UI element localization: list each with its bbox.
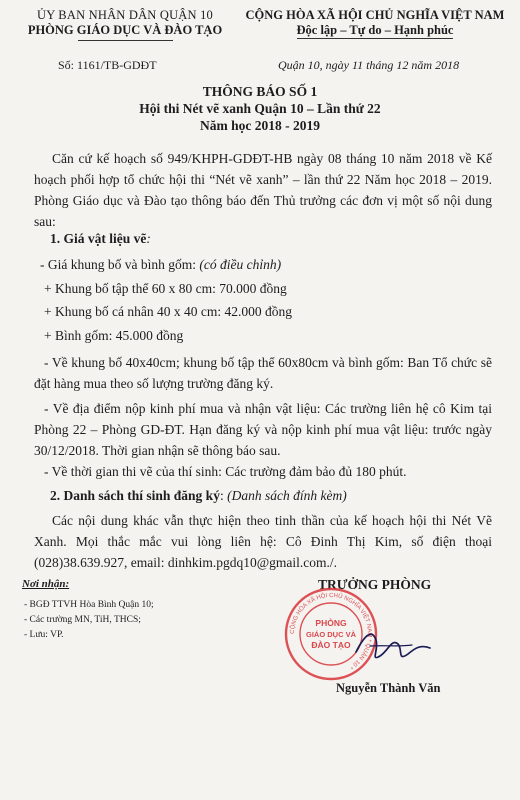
recipient-item: - BGĐ TTVH Hòa Bình Quận 10; [24, 600, 154, 610]
price-intro-text: - Giá khung bố và bình gốm: [40, 257, 200, 272]
signatory-title: TRƯỞNG PHÒNG [318, 577, 432, 592]
handwritten-signature [350, 618, 440, 673]
closing-paragraph: Các nội dung khác vẫn thực hiện theo tinh thần của kế hoạch hội thi Nét Vẽ Xanh. Mọi thắc mắc vui lòng liên hệ: Cô Đinh Thị Kim, số điện thoại (028)38.639.927, email: dinhkim.pgdq10@gmail.com./. [34, 513, 492, 570]
order-paragraph: - Về khung bố 40x40cm; khung bố tập thể 60x80cm và bình gốm: Ban Tổ chức sẽ đặt hàng mua theo số lượng trường đăng ký. [34, 355, 492, 391]
issuing-agency-block [20, 8, 230, 41]
section-2-colon: : [219, 488, 228, 503]
price-item: + Bình gốm: 45.000 đồng [44, 328, 184, 343]
location-paragraph: - Về địa điểm nộp kinh phí mua và nhận vật liệu: Các trường liên hệ cô Kim tại Phòng 22 – Phòng GD-ĐT. Hạn đăng ký và nộp kinh phí mua vật liệu: trước ngày 30/12/2018. Thời gian nhận sẽ thông báo sau. [34, 401, 492, 458]
price-item: + Khung bố cá nhân 40 x 40 cm: 42.000 đồng [44, 304, 292, 319]
section-1-heading [50, 231, 151, 247]
signatory-name: Nguyễn Thành Văn [336, 681, 441, 695]
section-1-heading-colon: : [146, 231, 151, 246]
notice-subject: Hội thi Nét vẽ xanh Quận 10 – Lần thứ 22 [139, 101, 381, 116]
seal-line-1: PHÒNG [315, 618, 347, 628]
section-1-heading-text: 1. Giá vật liệu vẽ [50, 231, 147, 246]
seal-line-3: ĐÀO TẠO [311, 640, 351, 650]
recipient-item: - Lưu: VP. [24, 630, 64, 640]
recipient-item: - Các trường MN, TiH, THCS; [24, 615, 141, 625]
department-name: PHÒNG GIÁO DỤC VÀ ĐÀO TẠO [27, 23, 223, 37]
exam-time-paragraph: - Về thời gian thi vẽ của thí sinh: Các trường đảm bảo đủ 180 phút. [44, 464, 407, 479]
section-2-heading [50, 488, 347, 504]
school-year: Năm học 2018 - 2019 [200, 118, 320, 133]
document-date: Quận 10, ngày 11 tháng 12 năm 2018 [278, 58, 460, 72]
national-motto: Độc lập – Tự do – Hạnh phúc [296, 23, 454, 37]
attached-list-note: (Danh sách đính kèm) [227, 488, 347, 503]
intro-paragraph: Căn cứ kế hoạch số 949/KHPH-GDĐT-HB ngày 08 tháng 10 năm 2018 về Kế hoạch phối hợp tổ chức hội thi “Nét vẽ xanh” – lần thứ 22 Năm học 2018 – 2019. Phòng Giáo dục và Đào tạo thông báo đến Thủ trưởng các đơn vị một số nội dung sau: [34, 151, 492, 229]
seal-ring-text: CỘNG HÒA XÃ HỘI CHỦ NGHĨA VIỆT NAM * QUẬN 10 * [289, 592, 373, 670]
national-motto-block [240, 8, 510, 38]
price-intro-line [40, 257, 281, 273]
agency-underline [78, 40, 173, 41]
country-name: CỘNG HÒA XÃ HỘI CHỦ NGHĨA VIỆT NAM [245, 8, 505, 22]
document-number: Số: 1161/TB-GDĐT [58, 58, 157, 72]
seal-line-2: GIÁO DỤC VÀ [305, 630, 357, 639]
price-item: + Khung bố tập thể 60 x 80 cm: 70.000 đồng [44, 281, 287, 296]
price-adjusted-note: (có điều chỉnh) [199, 257, 282, 272]
recipients-label: Nơi nhận: [22, 578, 70, 590]
section-2-heading-text: 2. Danh sách thí sinh đăng ký [50, 488, 220, 503]
district-committee-name: ỦY BAN NHÂN DÂN QUẬN 10 [36, 8, 213, 22]
notice-title: THÔNG BÁO SỐ 1 [202, 84, 318, 99]
